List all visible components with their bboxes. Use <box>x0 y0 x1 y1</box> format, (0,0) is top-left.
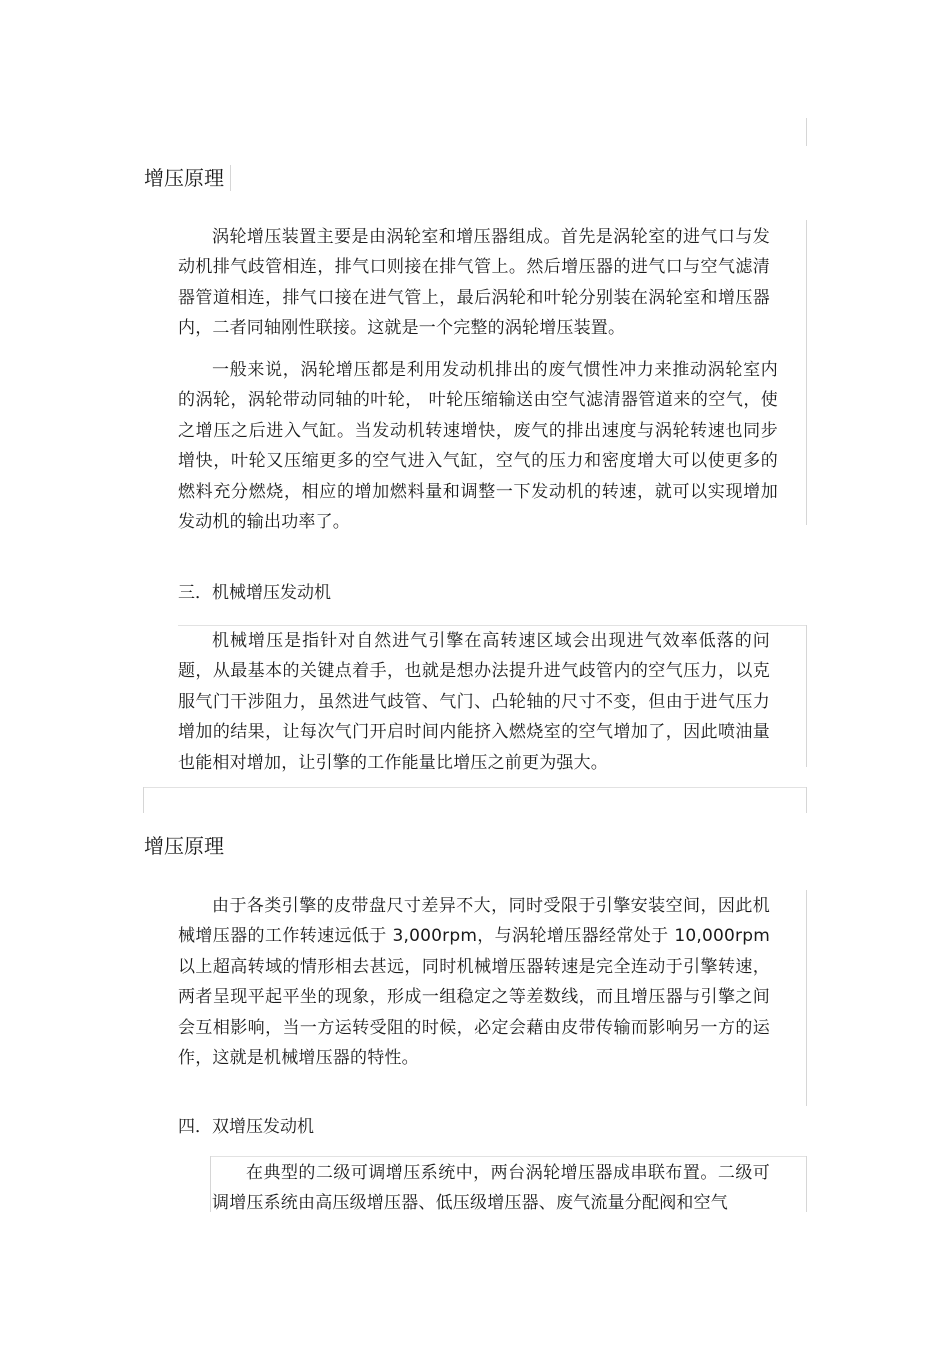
margin-rule <box>806 787 807 813</box>
margin-rule <box>806 220 807 525</box>
body-paragraph: 涡轮增压装置主要是由涡轮室和增压器组成。首先是涡轮室的进气口与发动机排气歧管相连，排气口则接在排气管上。然后增压器的进气口与空气滤清器管道相连，排气口接在进气管上，最后涡轮和叶轮分别装在涡轮室和增压器内，二者同轴刚性联接。这就是一个完整的涡轮增压装置。 <box>178 227 770 339</box>
body-paragraph: 在典型的二级可调增压系统中，两台涡轮增压器成串联布置。二级可调增压系统由高压级增压器、低压级增压器、废气流量分配阀和空气 <box>212 1163 770 1214</box>
margin-rule <box>806 118 807 146</box>
section-subheading: 四．双增压发动机 <box>178 1117 314 1137</box>
margin-rule <box>230 165 231 191</box>
body-paragraph: 一般来说，涡轮增压都是利用发动机排出的废气惯性冲力来推动涡轮室内的涡轮，涡轮带动同轴的叶轮， 叶轮压缩输送由空气滤清器管道来的空气，使之增压之后进入气缸。当发动机转速增快，废气的排出速度与涡轮转速也同步增快，叶轮又压缩更多的空气进入气缸，空气的压力和密度增大可以使更多的燃料充分燃烧，相应的增加燃料量和调整一下发动机的转速，就可以实现增加发动机的输出功率了。 <box>178 360 778 533</box>
body-paragraph: 由于各类引擎的皮带盘尺寸差异不大，同时受限于引擎安装空间，因此机械增压器的工作转速远低于 3,000rpm，与涡轮增压器经常处于 10,000rpm以上超高转域的情形相去甚远，同时机械增压器转速是完全连动于引擎转速，两者呈现平起平坐的现象，形成一组稳定之等差数线，而且增压器与引擎之间会互相影响，当一方运转受阻的时候，必定会藉由皮带传输而影响另一方的运作，这就是机械增压器的特性。 <box>178 896 770 1069</box>
box-rule <box>143 787 806 788</box>
margin-rule <box>143 787 144 813</box>
section-heading: 增压原理 <box>144 166 224 190</box>
section-subheading: 三．机械增压发动机 <box>178 583 331 603</box>
box-rule <box>210 1156 806 1157</box>
section-heading: 增压原理 <box>144 834 224 858</box>
body-paragraph: 机械增压是指针对自然进气引擎在高转速区域会出现进气效率低落的问题，从最基本的关键点着手，也就是想办法提升进气歧管内的空气压力，以克服气门干涉阻力，虽然进气歧管、气门、凸轮轴的尺寸不变，但由于进气压力增加的结果，让每次气门开启时间内能挤入燃烧室的空气增加了，因此喷油量也能相对增加，让引擎的工作能量比增压之前更为强大。 <box>178 631 770 773</box>
margin-rule <box>210 1156 211 1212</box>
margin-rule <box>806 890 807 1106</box>
margin-rule <box>806 1156 807 1212</box>
margin-rule <box>806 625 807 767</box>
